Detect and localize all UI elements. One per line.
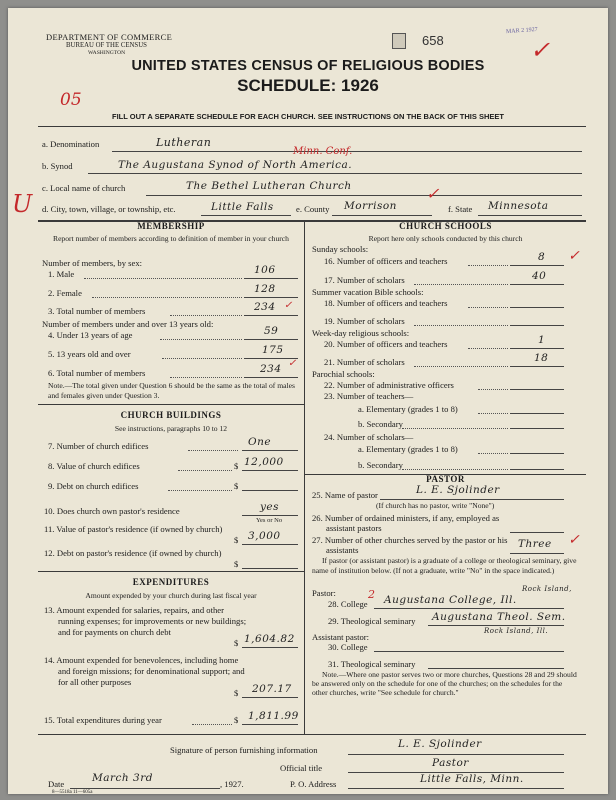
q8-dollar: $ [234,461,239,471]
assistant-subheading: Assistant pastor: [312,632,370,642]
denomination-label: a. Denomination [42,139,100,149]
pastor-note: Note.—Where one pastor serves two or more churches, Questions 28 and 29 should be answered only on the schedule for one of the churches; on the schedules for the other churches, write "See schedule for church." [312,670,577,698]
schools-subheading: Report here only schools conducted by this church [368,234,523,243]
summer-label: Summer vacation Bible schools: [312,287,424,297]
q25-hint: (If church has no pastor, write "None") [376,501,495,510]
q24-label: 24. Number of scholars— [324,432,414,442]
q13-dollar: $ [234,638,239,648]
q30-label: 30. College [328,642,368,652]
po-address-label: P. O. Address [290,779,337,789]
check-mark-icon: ✓ [530,36,551,64]
expenditures-heading: EXPENDITURES [132,577,210,587]
q17-value[interactable]: 40 [532,270,547,282]
q9-dollar: $ [234,481,239,491]
schools-heading: CHURCH SCHOOLS [399,221,492,231]
q14-value[interactable]: 207.17 [252,683,292,695]
q10-hint: Yes or No [256,517,283,524]
q2-value[interactable]: 128 [254,283,276,295]
q16-label: 16. Number of officers and teachers [324,256,448,266]
date-label: Date [48,779,65,789]
q12-dollar: $ [234,559,239,569]
q2-label: 2. Female [48,288,82,298]
q6-label: 6. Total number of members [48,368,146,378]
q10-label: 10. Does church own pastor's residence [44,506,180,516]
expenditures-subheading: Amount expended by your church during last fiscal year [85,591,257,600]
form-number: 658 [422,33,444,48]
county-value[interactable]: Morrison [344,200,397,212]
signature-value[interactable]: L. E. Sjolinder [398,738,482,750]
membership-subheading: Report number of members according to definition of member in your church [53,234,289,243]
q5-label: 5. 13 years old and over [48,349,131,359]
by-sex-label: Number of members, by sex: [42,258,142,268]
q3-check-icon: ✓ [284,300,293,311]
q9-label: 9. Debt on church edifices [48,481,139,491]
county-check-icon: ✓ [426,184,440,203]
pastor-heading: PASTOR [426,474,465,484]
q25-value[interactable]: L. E. Sjolinder [416,484,500,496]
q15-value[interactable]: 1,811.99 [248,710,299,722]
q7-label: 7. Number of church edifices [48,441,149,451]
weekday-label: Week-day religious schools: [312,328,410,338]
synod-label: b. Synod [42,161,73,171]
q20-label: 20. Number of officers and teachers [324,339,448,349]
date-value[interactable]: March 3rd [92,772,153,784]
q29-place: Rock Island, Ill. [484,627,549,635]
q23a-label: a. Elementary (grades 1 to 8) [358,404,458,414]
county-label: e. County [296,204,330,214]
city-label: d. City, town, village, or township, etc. [42,204,176,214]
q16-check-icon: ✓ [568,248,580,264]
q11-label: 11. Value of pastor's residence (if owned by church) [44,524,223,534]
q12-label: 12. Debt on pastor's residence (if owned by church) [44,548,222,558]
local-name-value[interactable]: The Bethel Lutheran Church [186,180,352,192]
q21-value[interactable]: 18 [534,352,549,364]
red-mark-05: 05 [60,90,82,110]
q11-dollar: $ [234,535,239,545]
red-mark-u: U [12,190,33,218]
q26-label: 26. Number of ordained ministers, if any, employed as assistant pastors [312,513,500,533]
synod-value[interactable]: The Augustana Synod of North America. [118,159,353,171]
q25-label: 25. Name of pastor [312,490,378,500]
schedule-year: SCHEDULE: 1926 [237,76,379,95]
instruction-line: FILL OUT A SEPARATE SCHEDULE FOR EACH CHURCH. SEE INSTRUCTIONS ON THE BACK OF THIS SHEET [112,112,504,121]
q23b-label: b. Secondary [358,419,403,429]
q3-value[interactable]: 234 [254,301,276,313]
date-year: , 1927. [220,779,244,789]
by-age-label: Number of members under and over 13 years old: [42,319,214,329]
buildings-heading: CHURCH BUILDINGS [120,410,222,420]
city-label: WASHINGTON [88,50,126,56]
state-value[interactable]: Minnesota [488,200,549,212]
q29-label: 29. Theological seminary [328,616,416,626]
q31-label: 31. Theological seminary [328,659,416,669]
q15-label: 15. Total expenditures during year [44,715,162,725]
q6-check-icon: ✓ [288,358,297,369]
city-value[interactable]: Little Falls [211,201,274,213]
q11-value[interactable]: 3,000 [248,530,281,542]
q4-value[interactable]: 59 [264,325,279,337]
q1-value[interactable]: 106 [254,264,276,276]
q10-value[interactable]: yes [260,501,280,513]
buildings-subheading: See instructions, paragraphs 10 to 12 [114,424,228,433]
q28-red-mark: 2 [368,588,375,601]
signature-label: Signature of person furnishing information [170,745,318,755]
synod-annotation: Minn. Conf. [293,146,353,157]
graduate-note: If pastor (or assistant pastor) is a graduate of a college or theological seminary, give name of institution below. (If not a graduate, write "No" in the space indicated.) [312,556,577,575]
q20-value[interactable]: 1 [538,334,546,346]
q1-label: 1. Male [48,269,75,279]
pastor-subheading: Pastor: [312,588,336,598]
q19-label: 19. Number of scholars [324,316,405,326]
q27-label: 27. Number of other churches served by the pastor or his assistants [312,535,508,555]
q6-value[interactable]: 234 [260,363,282,375]
print-code: 8—5518a 11—605a [52,790,93,795]
q14-dollar: $ [234,688,239,698]
q29-value[interactable]: Augustana Theol. Sem. [432,611,566,623]
department-label: DEPARTMENT OF COMMERCE [46,32,173,42]
q7-value[interactable]: One [248,436,272,448]
q22-label: 22. Number of administrative officers [324,380,454,390]
q8-value[interactable]: 12,000 [244,456,284,468]
q28-value[interactable]: Augustana College, Ill. [384,594,517,606]
q13-value[interactable]: 1,604.82 [244,633,295,645]
form-title: UNITED STATES CENSUS OF RELIGIOUS BODIES [131,58,485,74]
stamp-icon [392,33,406,49]
membership-heading: MEMBERSHIP [137,221,205,231]
denomination-value[interactable]: Lutheran [156,136,212,149]
official-title-label: Official title [280,763,323,773]
q4-label: 4. Under 13 years of age [48,330,133,340]
bureau-label: BUREAU OF THE CENSUS [66,42,147,49]
membership-note: Note.—The total given under Question 6 should be the same as the total of males and females given under Question 3. [48,381,295,400]
census-schedule-sheet [8,8,608,794]
q8-label: 8. Value of church edifices [48,461,140,471]
q24b-label: b. Secondary [358,460,403,470]
po-address-value[interactable]: Little Falls, Minn. [420,773,524,785]
q3-label: 3. Total number of members [48,306,146,316]
official-title-value[interactable]: Pastor [432,757,469,769]
received-stamp: MAR 2 1927 [505,26,538,36]
q24a-label: a. Elementary (grades 1 to 8) [358,444,458,454]
q21-label: 21. Number of scholars [324,357,405,367]
q16-value[interactable]: 8 [538,251,546,263]
q15-dollar: $ [234,715,239,725]
state-label: f. State [448,204,473,214]
parochial-label: Parochial schools: [312,369,375,379]
q13-label: 13. Amount expended for salaries, repairs, and other running expenses; for improvements or new buildings; and for payments on church debt [44,605,247,637]
sunday-label: Sunday schools: [312,244,369,254]
q18-label: 18. Number of officers and teachers [324,298,448,308]
q28-place: Rock Island, [522,585,572,593]
local-name-label: c. Local name of church [42,183,126,193]
q17-label: 17. Number of scholars [324,275,405,285]
q5-value[interactable]: 175 [262,344,284,356]
q27-check-icon: ✓ [568,532,580,548]
q27-value[interactable]: Three [518,538,552,550]
q23-label: 23. Number of teachers— [324,391,414,401]
q28-label: 28. College [328,599,368,609]
q14-label: 14. Amount expended for benevolences, including home and foreign missions; for denominational support; and for all other purposes [44,655,245,687]
